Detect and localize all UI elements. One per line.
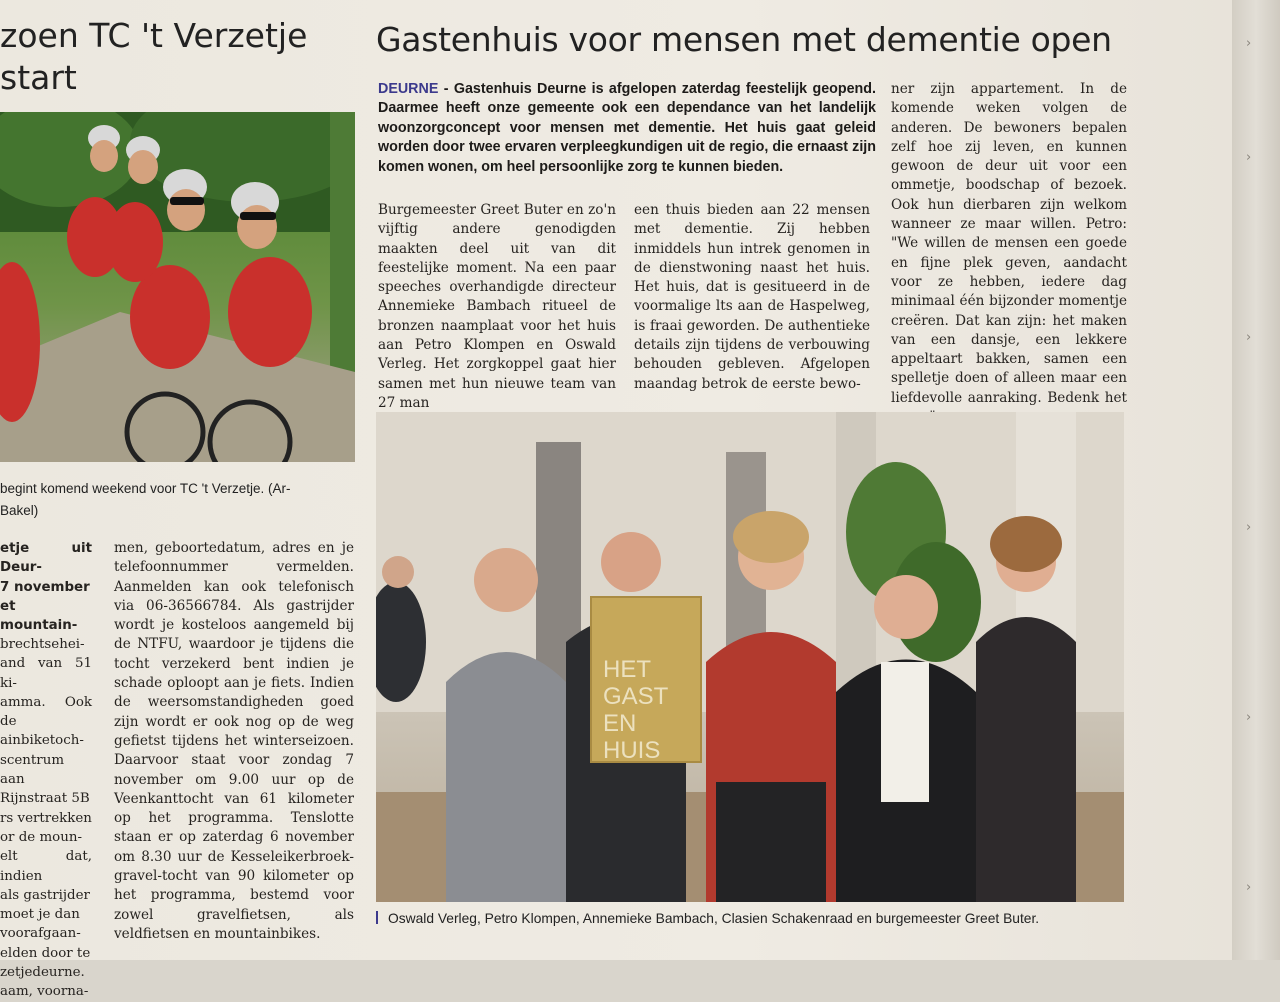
left-caption-line1: begint komend weekend voor TC 't Verzetje. (Ar- (0, 481, 291, 496)
left-article-body (114, 539, 354, 944)
left-cut-column (0, 635, 92, 1002)
plaque-huis: HUIS (603, 737, 661, 764)
caption-marker (376, 911, 378, 924)
left-cut-line: and van 51 ki- (0, 656, 92, 691)
main-column-1-text: Burgemeester Greet Buter en zo'n vijftig andere genodigden maakten deel uit van dit feestelijke moment. Na een paar speeches overhandigde directeur Annemieke Bambach ritueel de bronzen naamplaat voor het huis aan Petro Klompen en Oswald Verleg. Het zorgkoppel gaat hier samen met hun nieuwe team van 27 man (378, 202, 616, 411)
group-photo-illustration (376, 412, 1124, 902)
edge-mark: › (1246, 710, 1252, 725)
lead-text: - Gastenhuis Deurne is afgelopen zaterdag feestelijk geopend. Daarmee heeft onze gemeente ook een dependance van het landelijk woonzorgconcept voor mensen met dementie. Het huis gaat geleid worden door twee ervaren verpleegkundigen uit de regio, die ernaast zijn komen wonen, om heel persoonlijke zorg te kunnen bieden. (378, 81, 876, 175)
main-caption-text: Oswald Verleg, Petro Klompen, Annemieke Bambach, Clasien Schakenraad en burgemeester Greet Buter. (388, 911, 1040, 926)
left-cut-line: ainbiketoch- (0, 733, 84, 749)
kicker-location: DEURNE (378, 81, 439, 97)
plaque-gast: GAST (603, 683, 669, 710)
left-cut-line: zetjedeurne. (0, 965, 85, 981)
left-bold-fragments (0, 539, 92, 635)
plaque-en: EN (603, 710, 637, 737)
main-column-2 (634, 201, 870, 394)
main-column-3-text: ner zijn appartement. In de komende weken volgen de anderen. De bewoners bepalen zelf hoe zij leven, en kunnen gewoon de deur uit voor een ommetje, boodschap of bezoek. Ook hun dierbaren zijn welkom wanneer ze maar willen. Petro: "We willen de mensen een goede en fijne plek geven, aandacht voor ze hebben, iedere dag minimaal één bijzonder momentje creëren. Dat kan zijn: het maken van een dansje, een lekkere appeltaart bakken, samen een spelletje doen of alleen maar een liefdevolle aanraking. Bedenk het (891, 81, 1127, 406)
main-column-1 (378, 201, 616, 413)
left-cut-line: Rijnstraat 5B (0, 791, 90, 807)
main-column-3 (891, 80, 1127, 427)
left-cut-line: moet je dan (0, 907, 80, 923)
left-cut-line: elt dat, indien (0, 849, 92, 884)
left-bold-line: et mountain- (0, 598, 78, 634)
main-photo-caption (376, 911, 1039, 926)
left-cut-line: voorafgaan- (0, 926, 81, 942)
left-bold-line: etje uit Deur- (0, 541, 92, 576)
left-body-text: men, geboortedatum, adres en je telefoonnummer vermelden. Aanmelden kan ook telefonisch via 06-36566784. Als gastrijder wordt je kosteloos aangemeld bij de NTFU, waardoor je tijdens die tocht verzekerd bent indien je schade oploopt aan je fiets. Indien de weersomstandigheden goed zijn wordt er ook nog op de weg gefietst tijdens het winterseizoen. Daarvoor staat voor zondag 7 november om 9.00 uur op de Veenkanttocht van 61 kilometer op het programma. Tenslotte staan er op zaterdag 6 november om 8.30 uur de Kesseleikerbroek-gravel-tocht van 90 kilometer op het programma, bestemd voor zowel gravelfietsen, als veldfietsen en mountainbikes. (114, 540, 354, 942)
left-caption-line2: Bakel) (0, 503, 39, 518)
left-photo-caption (0, 478, 352, 522)
edge-mark: › (1246, 880, 1252, 895)
left-cut-line: rs vertrekken (0, 810, 92, 826)
edge-mark: › (1246, 520, 1252, 535)
opening-group-photo (376, 412, 1124, 902)
main-column-2-text: een thuis bieden aan 22 mensen met dementie. Zij hebben inmiddels hun intrek genomen in de dienstwoning naast het huis. Het huis, dat is gesitueerd in de voormalige lts aan de Haspelweg, is fraai geworden. De authentieke details zijn tijdens de verbouwing behouden gebleven. Afgelopen maandag betrok de eerste bewo- (634, 202, 870, 392)
left-bold-line: 7 november (0, 579, 90, 595)
left-headline-line1: zoen TC 't Verzetje (0, 16, 308, 55)
left-cut-line: elden door te (0, 945, 91, 961)
left-cut-line: or de moun- (0, 829, 83, 845)
left-cut-line: amma. Ook de (0, 694, 92, 730)
cyclists-photo (0, 112, 355, 462)
edge-mark: › (1246, 36, 1252, 51)
main-headline: Gastenhuis voor mensen met dementie open (376, 20, 1112, 59)
edge-mark: › (1246, 150, 1252, 165)
left-cut-line: scentrum aan (0, 752, 65, 788)
cyclists-illustration (0, 112, 355, 462)
left-headline-line2: start (0, 58, 77, 97)
left-cut-line: aam, voorna- (0, 984, 89, 1000)
page-edge (1232, 0, 1280, 960)
main-lead (378, 80, 876, 177)
left-cut-line: brechtsehei- (0, 637, 85, 652)
edge-mark: › (1246, 330, 1252, 345)
plaque-het: HET (603, 656, 651, 683)
left-cut-line: als gastrijder (0, 887, 90, 903)
